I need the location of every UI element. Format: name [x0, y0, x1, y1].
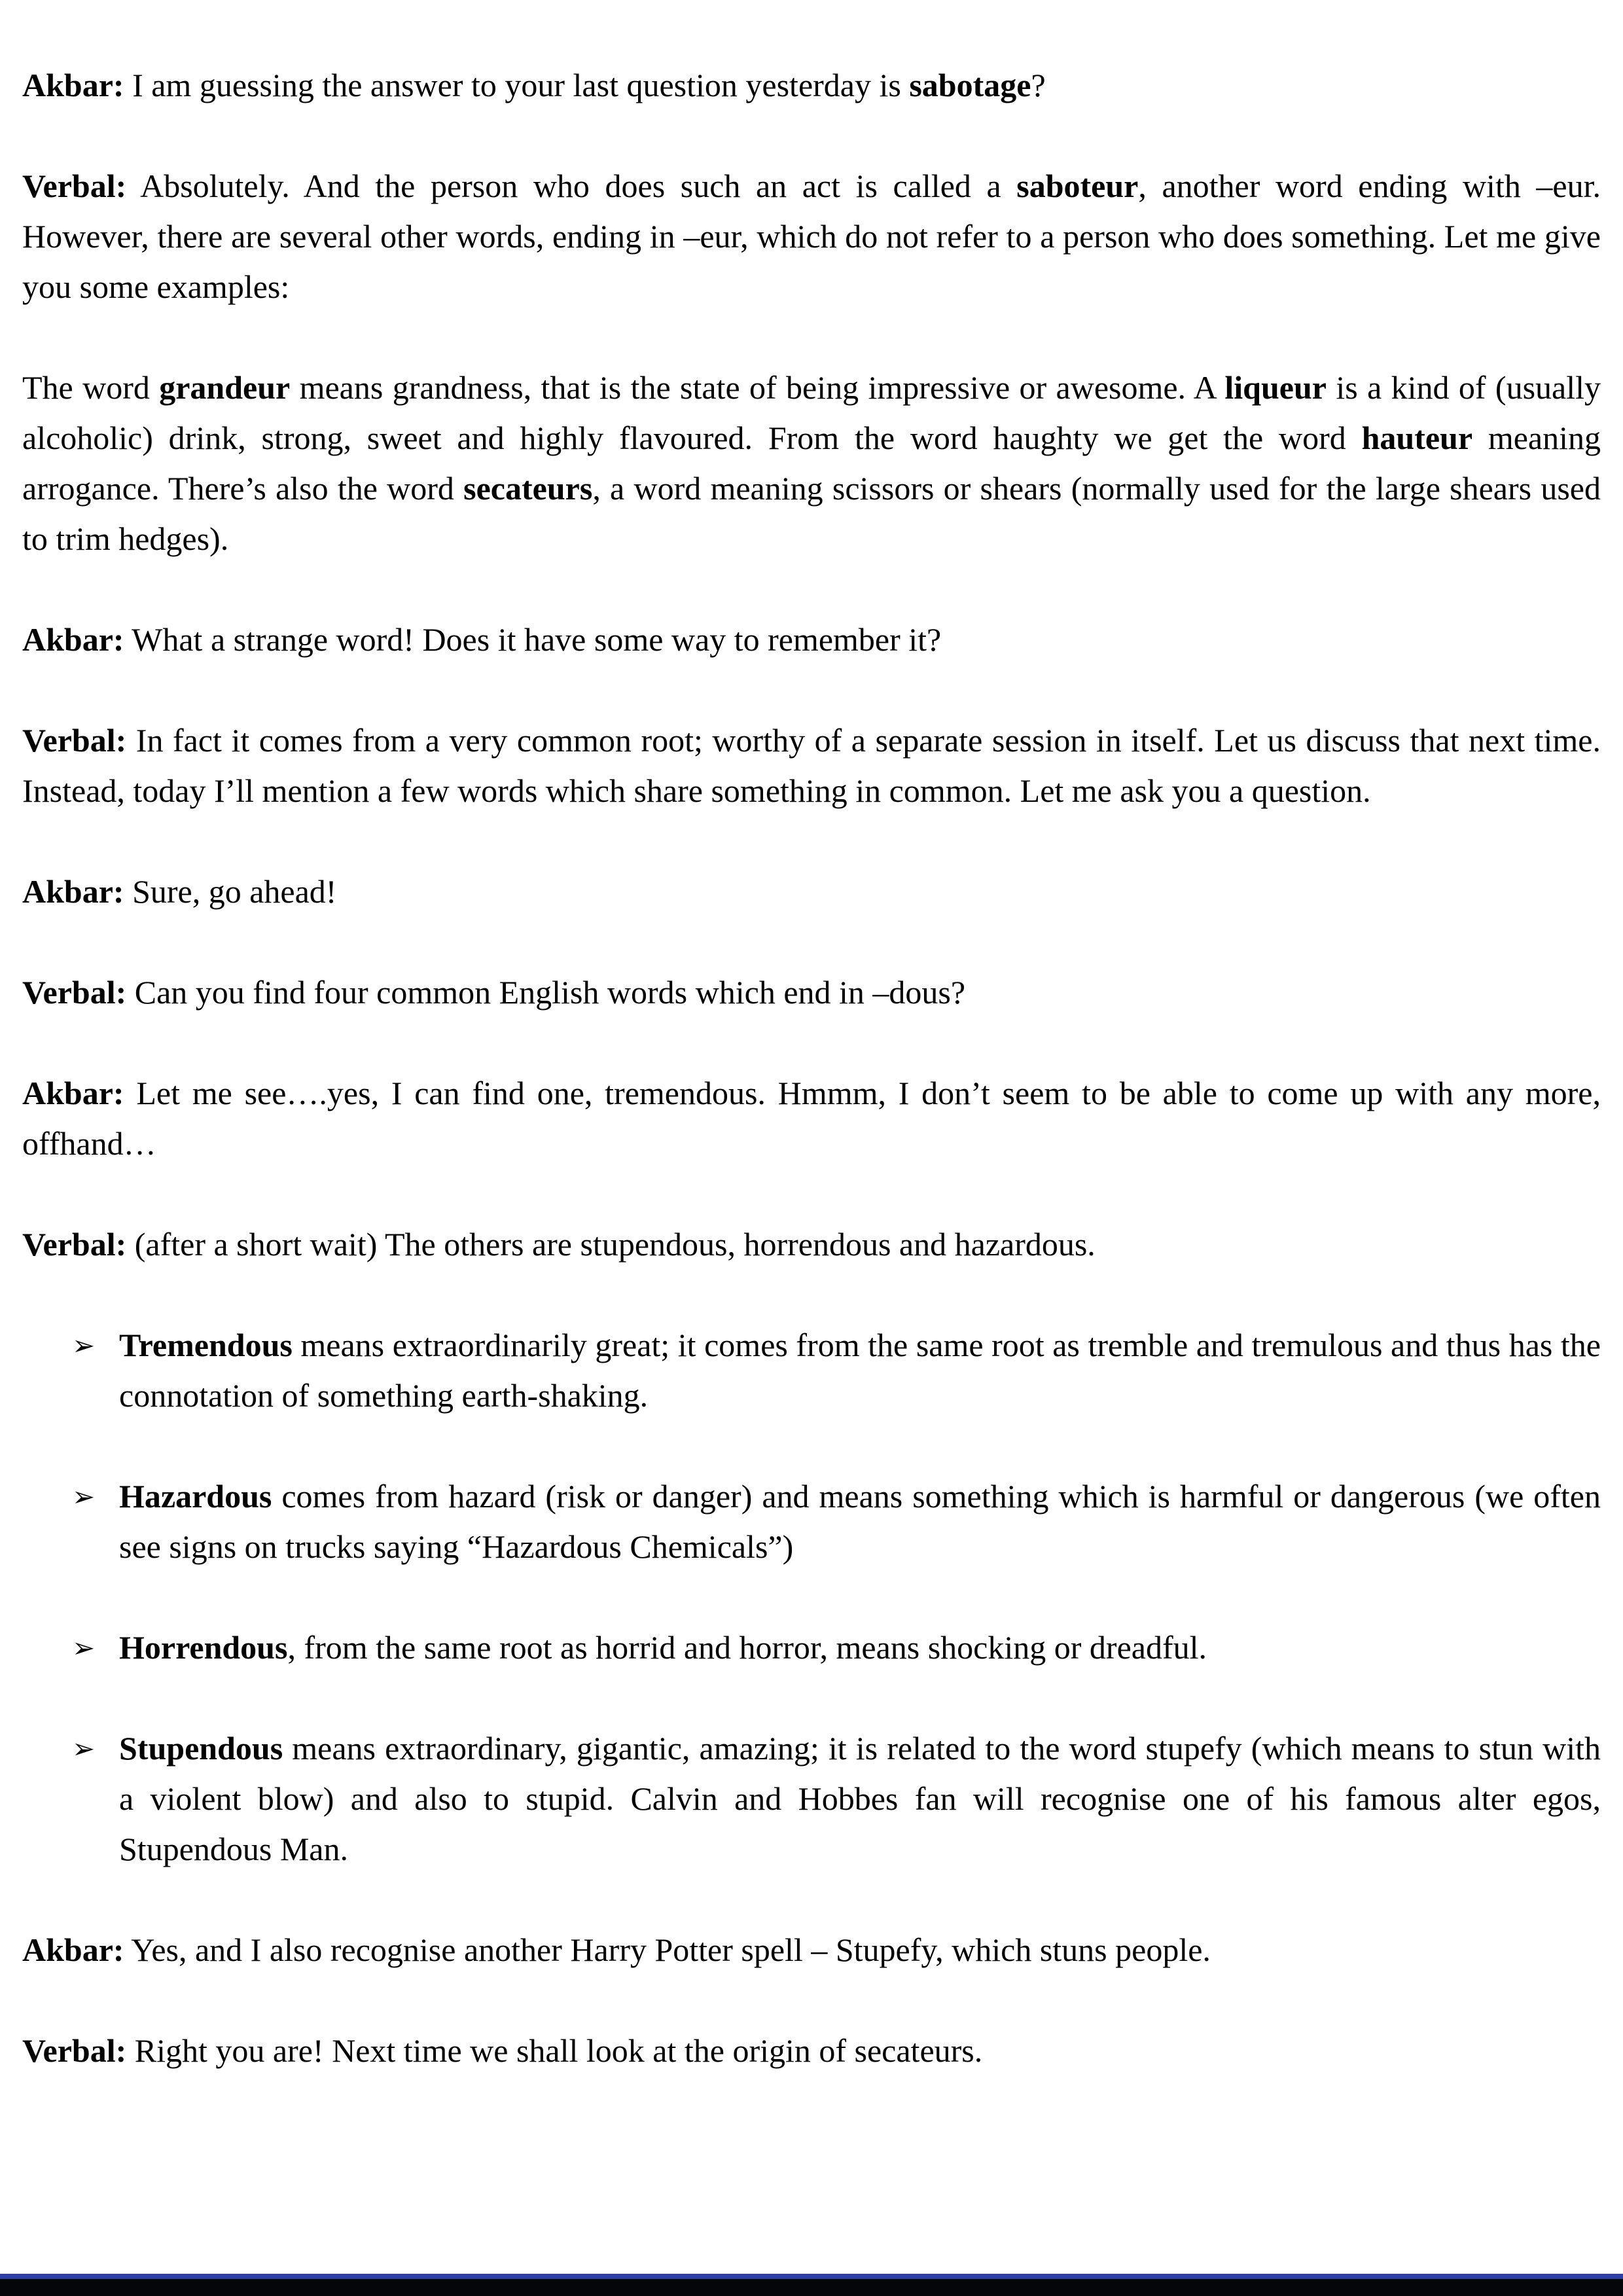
text-run: comes from hazard (risk or danger) and means something which is harmful or dangerous (we often see signs on trucks saying “Hazardous Chemicals”) [119, 1478, 1601, 1565]
text-run: Yes, and I also recognise another Harry Potter spell – Stupefy, which stuns people. [124, 1931, 1211, 1968]
speaker-label: Akbar: [22, 67, 124, 103]
arrow-bullet-icon: ➢ [72, 1480, 96, 1513]
text-run: ? [1031, 67, 1046, 103]
paragraph [22, 715, 1601, 816]
speaker-label: Verbal: [22, 722, 127, 759]
speaker-label: Akbar: [22, 1931, 124, 1968]
text-run: , another word ending with –eur. However, there are several other words, ending in –eur, which do not refer to a person who does something. Let me give you some examples: [22, 168, 1601, 305]
text-run: Let me see….yes, I can find one, tremendous. Hmmm, I don’t seem to be able to come up with any more, offhand… [22, 1075, 1601, 1162]
speaker-label: Verbal: [22, 974, 127, 1011]
bold-term: sabotage [909, 67, 1031, 103]
paragraph [22, 1219, 1601, 1270]
bold-term: Horrendous [119, 1629, 288, 1666]
bullet-item [72, 1320, 1601, 1421]
speaker-label: Akbar: [22, 621, 124, 658]
speaker-label: Verbal: [22, 1226, 127, 1263]
text-run: , from the same root as horrid and horror, means shocking or dreadful. [287, 1629, 1207, 1666]
text-run: is a kind of (usually alcoholic) drink, strong, sweet and highly flavoured. From the word haughty we get the word [22, 369, 1601, 456]
text-run: , a word meaning scissors or shears (normally used for the large shears used to trim hedges). [22, 470, 1601, 557]
text-run: In fact it comes from a very common root; worthy of a separate session in itself. Let us discuss that next time. Instead, today I’ll mention a few words which share something in common. Let me ask you a question. [22, 722, 1601, 809]
text-run: means grandness, that is the state of being impressive or awesome. A [290, 369, 1225, 406]
text-run: What a strange word! Does it have some way to remember it? [124, 621, 942, 658]
speaker-label: Akbar: [22, 1075, 124, 1111]
text-run: means extraordinarily great; it comes from the same root as tremble and tremulous and thus has the connotation of something earth-shaking. [119, 1327, 1601, 1414]
arrow-bullet-icon: ➢ [72, 1632, 96, 1664]
bullet-text [119, 1723, 1601, 1874]
bold-term: saboteur [1016, 168, 1139, 204]
speaker-label: Akbar: [22, 873, 124, 910]
text-run: means extraordinary, gigantic, amazing; it is related to the word stupefy (which means to stun with a violent blow) and also to stupid. Calvin and Hobbes fan will recognise one of his famous alter egos, Stupendous Man. [119, 1730, 1601, 1867]
paragraph [22, 2026, 1601, 2076]
arrow-bullet-icon: ➢ [72, 1329, 96, 1361]
bullet-text [119, 1623, 1601, 1673]
paragraph [22, 363, 1601, 564]
bold-term: liqueur [1224, 369, 1327, 406]
bullet-text [119, 1471, 1601, 1572]
text-run: The word [22, 369, 160, 406]
bold-term: Hazardous [119, 1478, 272, 1515]
text-run: Absolutely. And the person who does such an act is called a [126, 168, 1017, 204]
paragraph [22, 615, 1601, 665]
bullet-text [119, 1320, 1601, 1421]
bold-term: hauteur [1361, 420, 1473, 456]
text-run: Sure, go ahead! [124, 873, 337, 910]
text-run: Can you find four common English words which end in –dous? [126, 974, 966, 1011]
bullet-item [72, 1623, 1601, 1673]
bold-term: secateurs [463, 470, 593, 507]
paragraph [22, 1925, 1601, 1975]
scan-edge-artifact [0, 2274, 1623, 2296]
speaker-label: Verbal: [22, 2032, 127, 2069]
arrow-bullet-icon: ➢ [72, 1732, 96, 1765]
paragraph [22, 867, 1601, 917]
text-run: (after a short wait) The others are stupendous, horrendous and hazardous. [126, 1226, 1096, 1263]
paragraph [22, 1068, 1601, 1169]
text-run: Right you are! Next time we shall look at the origin of secateurs. [126, 2032, 983, 2069]
text-run: I am guessing the answer to your last question yesterday is [124, 67, 910, 103]
bullet-item [72, 1723, 1601, 1874]
bullet-item [72, 1471, 1601, 1572]
paragraph [22, 161, 1601, 312]
text-run: meaning arrogance. There’s also the word [22, 420, 1601, 507]
paragraph [22, 967, 1601, 1018]
paragraph [22, 60, 1601, 111]
speaker-label: Verbal: [22, 168, 127, 204]
bold-term: Stupendous [119, 1730, 283, 1767]
bold-term: grandeur [159, 369, 291, 406]
bold-term: Tremendous [119, 1327, 293, 1363]
